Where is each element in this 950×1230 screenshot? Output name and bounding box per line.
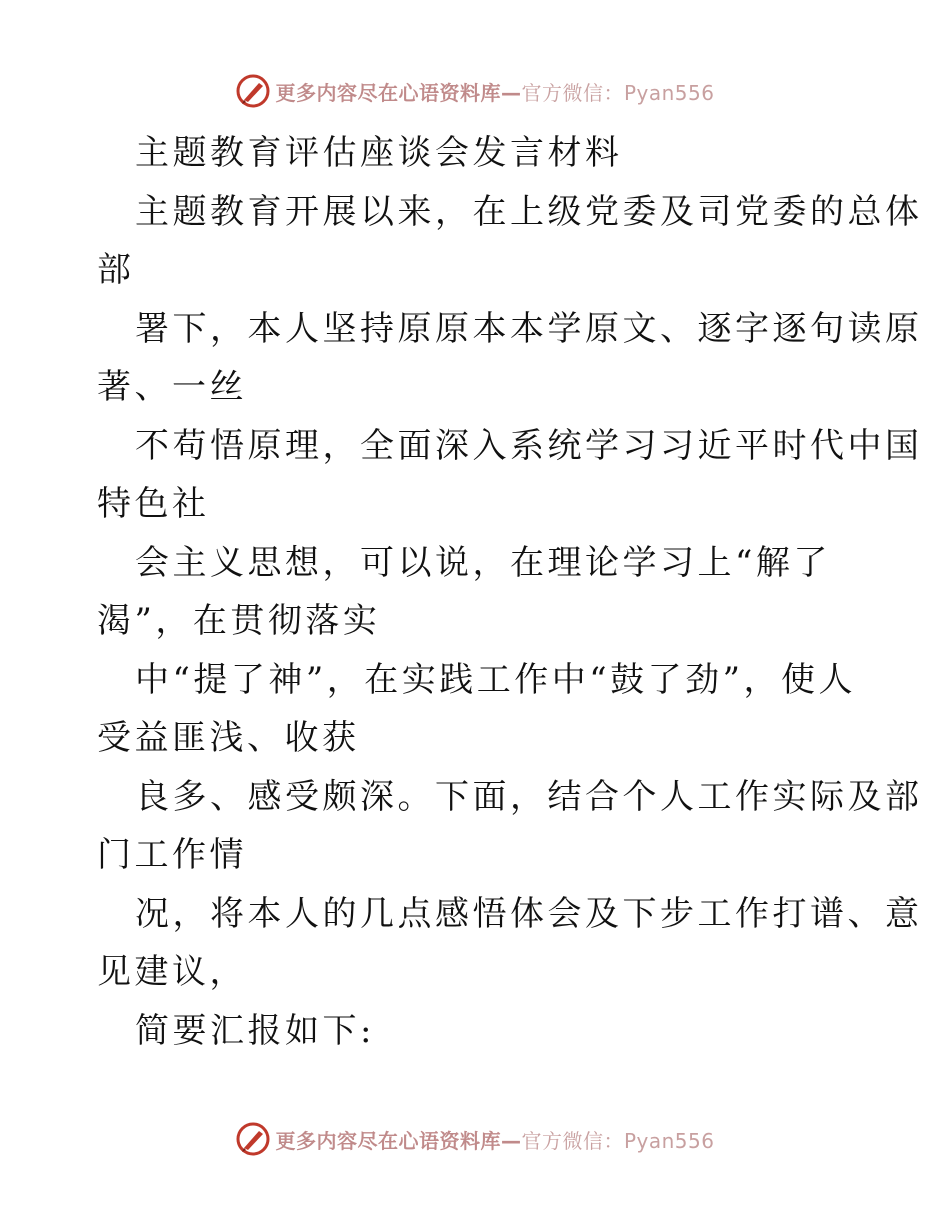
- paragraph-line: 门工作情: [97, 835, 247, 875]
- paragraph-line: 主题教育开展以来，在上级党委及司党委的总体: [135, 191, 923, 232]
- banner-text: 更多内容尽在心语资料库—: [275, 1128, 522, 1153]
- paragraph-line: 中“提了神”，在实践工作中“鼓了劲”，使人: [135, 659, 857, 700]
- paragraph-line: 著、一丝: [97, 367, 247, 407]
- banner-text: 更多内容尽在心语资料库—: [275, 80, 522, 105]
- paragraph-line: 会主义思想，可以说，在理论学习上“解了: [135, 542, 831, 583]
- paragraph-line: 况，将本人的几点感悟体会及下步工作打谱、意: [135, 893, 923, 934]
- paragraph-line: 部: [97, 250, 135, 290]
- paragraph-line: 受益匪浅、收获: [97, 718, 360, 758]
- footer-watermark-banner: [0, 1119, 950, 1159]
- banner-wechat: 官方微信：Pyan556: [521, 80, 715, 105]
- header-watermark-banner: [0, 71, 950, 111]
- banner-wechat: 官方微信：Pyan556: [521, 1128, 715, 1153]
- paragraph-line: 渴”，在贯彻落实: [97, 601, 381, 641]
- pen-logo-icon: [235, 1121, 271, 1157]
- document-body: [97, 124, 923, 1060]
- paragraph-line: 见建议，: [97, 952, 247, 992]
- document-title: 主题教育评估座谈会发言材料: [135, 133, 623, 173]
- paragraph-line: 良多、感受颇深。下面，结合个人工作实际及部: [135, 776, 923, 817]
- paragraph-line: 署下，本人坚持原原本本学原文、逐字逐句读原: [135, 308, 923, 349]
- pen-logo-icon: [235, 73, 271, 109]
- paragraph-line: 简要汇报如下:: [135, 1010, 375, 1051]
- paragraph-line: 不苟悟原理，全面深入系统学习习近平时代中国: [135, 425, 923, 466]
- paragraph-line: 特色社: [97, 484, 210, 524]
